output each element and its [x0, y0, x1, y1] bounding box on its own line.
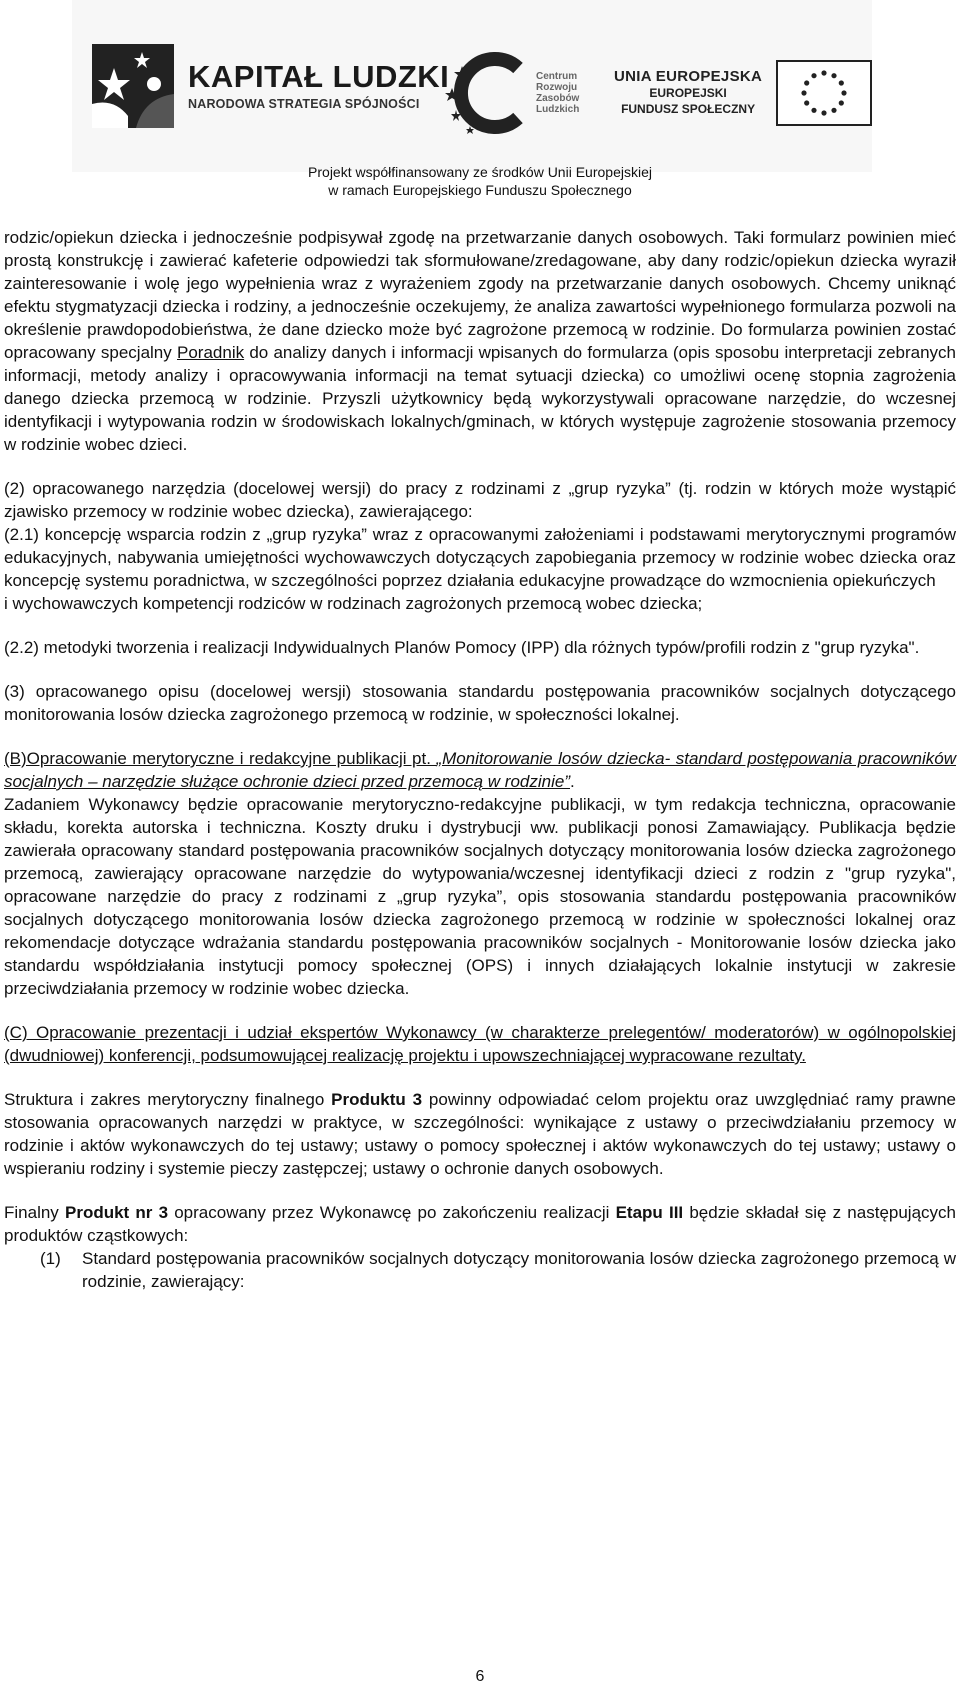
product-3-label: Produktu 3: [331, 1090, 423, 1109]
kapital-ludzki-emblem-icon: [84, 38, 180, 134]
crzl-name: [536, 71, 579, 115]
eu-star-icon: [812, 73, 817, 78]
paragraph-point-3: (3) opracowanego opisu (docelowej wersji) stosowania standardu postępowania pracowników socjalnych dotyczącego monitorowania losów dziecka zagrożonego przemocą w rodzinie, w społeczności lokalnej.: [4, 682, 956, 724]
text-run: rodzic/opiekun dziecka i jednocześnie podpisywał zgodę na przetwarzanie danych osobowych. Taki formularz powinien mieć prostą konstrukcję i zawierać kafeterie odpowiedzi tak sformułowane/zredagowane, aby dany rodzic/opiekun dziecka wyraził zainteresowanie i wolę jego wypełnienia wraz z wyrażeniem zgody na przetwarzanie danych osobowych. Chcemy uniknąć efektu stygmatyzacji dziecka i rodziny, a jednocześnie oczekujemy, że analiza zawartości wypełnionego formularza pozwoli na określenie prawdopodobieństwa, że dane dziecko może być zagrożone przemocą w rodzinie. Do formularza powinien zostać opracowany specjalny: [4, 228, 956, 362]
publication-title: „Monitorowanie losów dziecka- standard postępowania pracowników socjalnych – narzędzie służące ochronie dzieci przed przemocą w rodzinie”: [4, 749, 956, 791]
eu-flag-icon: [776, 60, 872, 126]
caption-line1: Projekt współfinansowany ze środków Unii Europejskiej: [308, 164, 652, 180]
crzl-line: Centrum: [536, 71, 578, 82]
ue-line2: EUROPEJSKI: [649, 86, 727, 100]
caption-line2: w ramach Europejskiego Funduszu Społecznego: [328, 182, 632, 198]
etap-iii-label: Etapu III: [615, 1203, 684, 1222]
eu-star-icon: [802, 90, 807, 95]
poradnik-link: Poradnik: [177, 343, 245, 362]
ue-line3: FUNDUSZ SPOŁECZNY: [621, 102, 756, 116]
text-run: do analizy danych i informacji wpisanych do formularza (opis sposobu interpretacji zebranych informacji, metody analizy i opracowywania informacji na temat sytuacji dziecka) co umożliwi ocenę stopnia zagrożenia danego dziecka przemocą w rodzinie. Przyszli użytkownicy będą wykorzystywali opracowane narzędzie, do wczesnej identyfikacji i wytypowania rodzin w środowiskach lokalnych/gminach, w których występuje zagrożenie stosowania przemocy w rodzinie wobec dzieci.: [4, 343, 956, 454]
logo-ue-efs: [614, 60, 872, 126]
eu-star-icon: [842, 90, 847, 95]
eu-star-icon: [822, 70, 827, 75]
eu-star-icon: [839, 80, 844, 85]
eu-star-icon: [839, 100, 844, 105]
paragraph-section-c: (C) Opracowanie prezentacji i udział ekspertów Wykonawcy (w charakterze prelegentów/ moderatorów) w ogólnopolskiej (dwudniowej) konferencji, podsumowującej realizację projektu i upowszechniającej wypracowane rezultaty.: [4, 1023, 956, 1065]
paragraph-final-product: [4, 1201, 956, 1247]
eu-star-icon: [804, 80, 809, 85]
text-run: (2.1) koncepcję wsparcia rodzin z „grup ryzyka” wraz z opracowanymi założeniami i podstawami merytorycznymi programów edukacyjnych, nabywania umiejętności wychowawczych dotyczących zapobiegania przemocy w rodzinie wobec dziecka oraz koncepcję systemu poradnictwa, w szczególności poprzez działania edukacyjne prowadzące do wzmocnienia opiekuńczych: [4, 525, 956, 590]
logo-crzl: [440, 48, 579, 138]
crzl-line: Rozwoju: [536, 82, 578, 93]
ue-line1: UNIA EUROPEJSKA: [614, 68, 763, 85]
list-item: [4, 1247, 956, 1293]
crzl-line: Ludzkich: [536, 104, 580, 115]
page-number: 6: [475, 1668, 485, 1685]
text-run: będzie składał się z następujących produktów cząstkowych:: [4, 1203, 956, 1245]
paragraph-point-2: (2) opracowanego narzędzia (docelowej wersji) do pracy z rodzinami z „grup ryzyka” (tj. rodzin w których może wystąpić zjawisko przemocy w rodzinie wobec dziecka), zawierającego:: [4, 479, 956, 521]
text-run: Finalny: [4, 1203, 65, 1222]
eu-star-icon: [812, 108, 817, 113]
paragraph-point-2-1: [4, 523, 956, 615]
paragraph-section-b-heading: [4, 747, 956, 793]
logo-kapital-ludzki: [84, 38, 449, 134]
text-run: opracowany przez Wykonawcę po zakończeniu realizacji: [168, 1203, 616, 1222]
paragraph-point-2-2: (2.2) metodyki tworzenia i realizacji Indywidualnych Planów Pomocy (IPP) dla różnych typów/profili rodzin z "grup ryzyka".: [4, 638, 920, 657]
product-nr-3-label: Produkt nr 3: [64, 1203, 169, 1222]
text-run: .: [570, 772, 575, 791]
eu-star-icon: [832, 108, 837, 113]
text-run: Struktura i zakres merytoryczny finalnego: [4, 1090, 332, 1109]
crzl-line: Zasobów: [536, 93, 580, 104]
kapital-ludzki-subtitle: NARODOWA STRATEGIA SPÓJNOŚCI: [188, 97, 420, 112]
section-b-label: (B)Opracowanie merytoryczne i redakcyjne publikacji pt.: [4, 749, 437, 768]
text-run: i wychowawczych kompetencji rodziców w rodzinach zagrożonych przemocą wobec dziecka;: [4, 594, 703, 613]
list-item-number: (1): [40, 1249, 61, 1268]
paragraph-product-3-structure: [4, 1088, 956, 1180]
text-run: powinny odpowiadać celom projektu oraz uwzględniać ramy prawne stosowania opracowanych narzędzi w praktyce, w szczególności: wynikające z ustawy o przeciwdziałaniu przemocy w rodzinie i aktów wykonawczych do tej ustawy; ustawy o pomocy społecznej i aktów wykonawczych do tej ustawy; ustawy o wspieraniu rodziny i systemie pieczy zastępczej; ustawy o ochronie danych osobowych.: [4, 1090, 956, 1178]
kapital-ludzki-title: KAPITAŁ LUDZKI: [188, 59, 450, 95]
eu-star-icon: [822, 110, 827, 115]
list-item-text: Standard postępowania pracowników socjalnych dotyczący monitorowania losów dziecka zagrożonego przemocą w rodzinie, zawierający:: [82, 1249, 956, 1291]
eu-star-icon: [832, 73, 837, 78]
cofinancing-caption: [0, 163, 960, 199]
document-body: [4, 226, 956, 1293]
paragraph-section-b-body: Zadaniem Wykonawcy będzie opracowanie merytoryczno-redakcyjne publikacji, w tym redakcja techniczna, opracowanie składu, korekta autorska i techniczna. Koszty druku i dystrybucji ww. publikacji ponosi Zamawiający. Publikacja będzie zawierała opracowany standard postępowania pracowników socjalnych dotyczący monitorowania losów dziecka zagrożonego przemocą, zawierający opracowane narzędzie do wytypowania/wczesnej identyfikacji dzieci z rodzin z "grup ryzyka", opracowane narzędzie do pracy z rodzinami z „grup ryzyka”, opis stosowania standardu postępowania pracowników socjalnych dotyczącego monitorowania losów dziecka zagrożonego przemocą w rodzinie w społeczności lokalnej oraz rekomendacje dotyczące wdrażania standardu postępowania pracowników socjalnych - Monitorowanie losów dziecka jako standardu współdziałania instytucji pomocy społecznej (OPS) i innych działających lokalnie instytucji w zakresie przeciwdziałania przemocy w rodzinie wobec dziecka.: [4, 795, 956, 998]
paragraph-form-description: [4, 226, 956, 456]
eu-star-icon: [804, 100, 809, 105]
crzl-star-ring-icon: [440, 48, 530, 138]
